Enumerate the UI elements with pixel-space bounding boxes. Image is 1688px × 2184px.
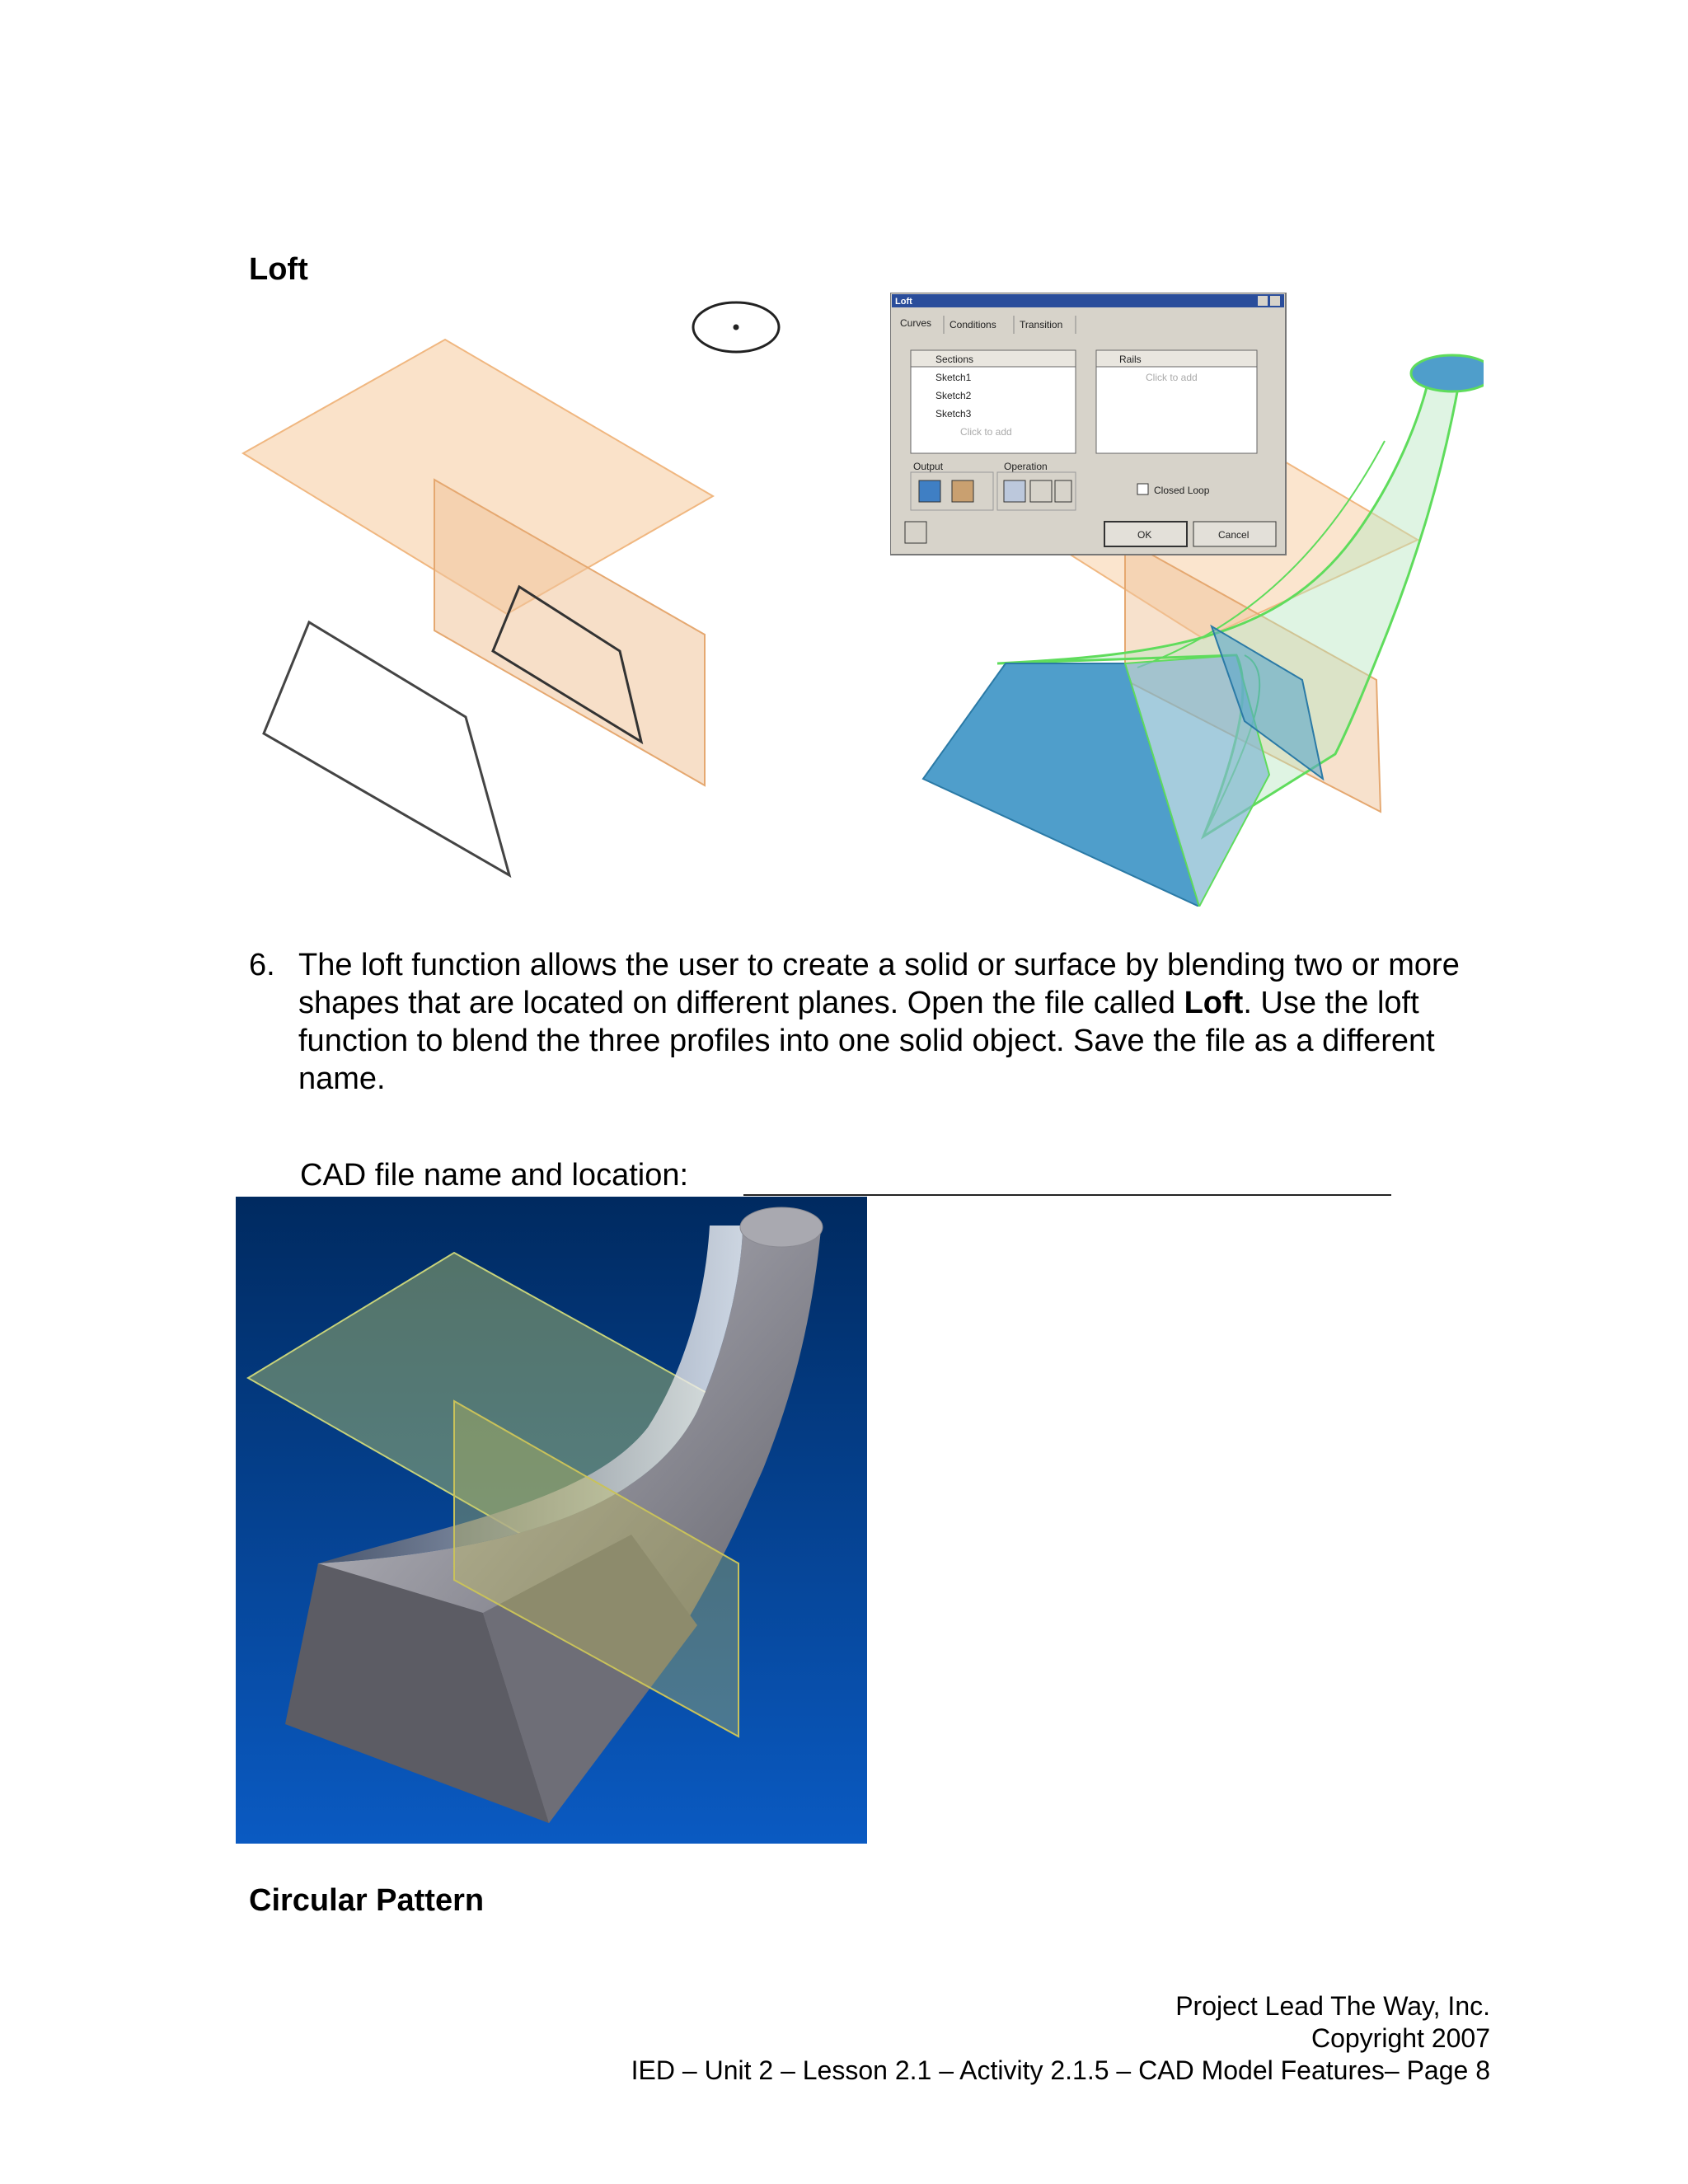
circular-pattern-heading: Circular Pattern (249, 1883, 485, 1918)
loft-dialog (890, 293, 1286, 555)
closed-loop-label: Closed Loop (1154, 485, 1210, 496)
step-6 (249, 946, 1502, 1098)
dialog-title: Loft (895, 297, 912, 307)
footer-page-info: IED – Unit 2 – Lesson 2.1 – Activity 2.1.5 – CAD Model Features– Page 8 (631, 2055, 1490, 2085)
tab-curves: Curves (900, 317, 932, 329)
ok-button: OK (1137, 529, 1152, 541)
loft-render-image (236, 1197, 867, 1844)
loft-sketches-figure (231, 288, 742, 890)
sections-header: Sections (935, 354, 974, 365)
sections-click-to-add: Click to add (960, 426, 1012, 438)
rails-header: Rails (1119, 354, 1142, 365)
step-text: The loft function allows the user to create a solid or surface by blending two or more shapes that are located on different planes. Open the file called Loft. Use the loft function to blend the three profiles into one solid object. Save the file as a different name. (298, 948, 1460, 1096)
tab-transition: Transition (1020, 319, 1063, 330)
cad-file-label: CAD file name and location: (300, 1158, 689, 1193)
loft-heading: Loft (249, 252, 308, 287)
tab-conditions: Conditions (950, 319, 996, 330)
large-profile-sketch (264, 622, 509, 875)
cancel-button: Cancel (1218, 529, 1250, 541)
loft-preview-figure (890, 293, 1484, 907)
page-footer (631, 1990, 1490, 2087)
operation-label: Operation (1004, 461, 1048, 472)
output-label: Output (913, 461, 944, 472)
circle-profile-sketch (688, 297, 787, 359)
cad-file-answer-line (743, 1194, 1391, 1196)
rails-click-to-add: Click to add (1146, 372, 1198, 383)
section-item: Sketch2 (935, 390, 972, 401)
footer-copyright: Copyright 2007 (1311, 2023, 1490, 2053)
section-item: Sketch1 (935, 372, 972, 383)
section-item: Sketch3 (935, 408, 972, 419)
step-number: 6. (249, 948, 275, 982)
footer-organization: Project Lead The Way, Inc. (1175, 1991, 1490, 2021)
loft-file-name: Loft (1184, 986, 1244, 1020)
